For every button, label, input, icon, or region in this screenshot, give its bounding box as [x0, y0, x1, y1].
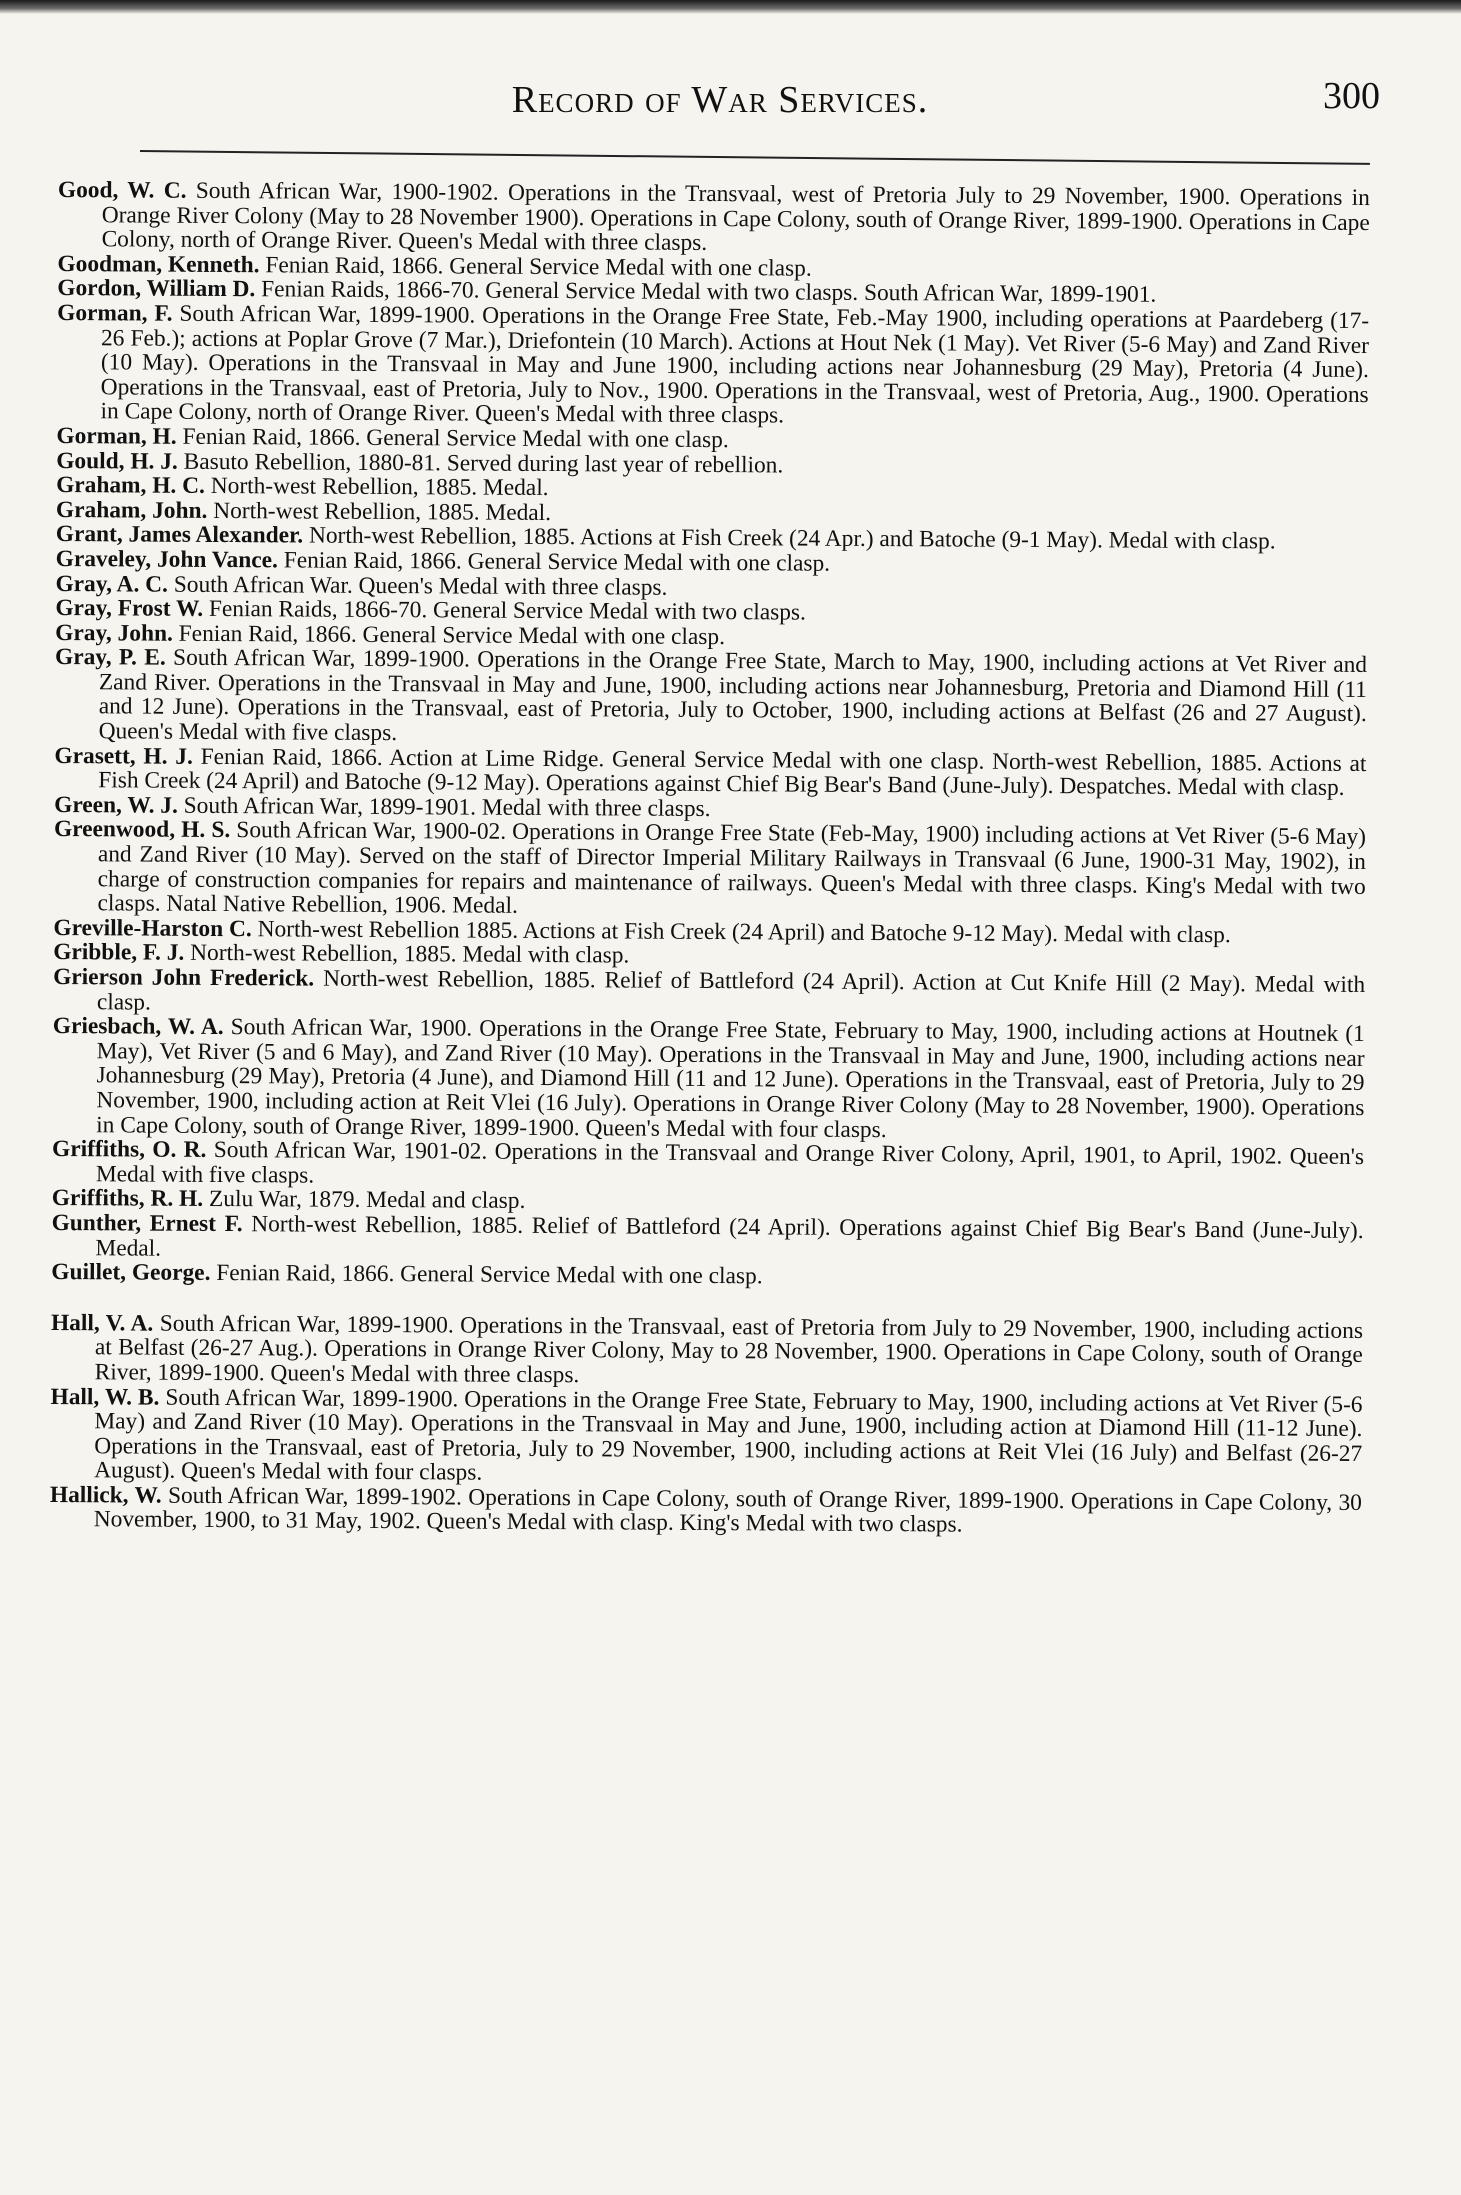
entry-text: North-west Rebellion, 1885. Relief of Battleford (24 April). Action at Cut Knife Hill (2 May). Medal with clasp.: [96, 965, 1366, 1016]
record-entry: [51, 1311, 1363, 1393]
entry-name: Griffiths, R. H.: [51, 1185, 204, 1213]
entry-text: South African War, 1901-02. Operations in the Transvaal and Orange River Colony, April, 1901, to April, 1902. Queen's Medal with five clasps.: [95, 1137, 1365, 1189]
entry-name: Guillet, George.: [51, 1259, 211, 1287]
page-top-edge: [0, 0, 1461, 14]
entry-name: Greville-Harston C.: [53, 914, 252, 943]
entry-text: Fenian Raids, 1866-70. General Service Medal with two clasps. South African War, 1899-1901.: [261, 276, 1157, 309]
entry-name: Gray, John.: [55, 619, 173, 647]
record-entry: [50, 1483, 1362, 1540]
entry-name: Griffiths, O. R.: [51, 1136, 207, 1164]
entry-text: Zulu War, 1879. Medal and clasp.: [208, 1186, 526, 1215]
entry-text: South African War, 1900-02. Operations in Orange Free State (Feb-May, 1900) including actions at Vet River (5-6 May) and Zand River (10 May). Served on the staff of Director Imperial Military Railways in Transvaal (6 June, 1900-31 May, 1902), in charge of construction companies for repairs and maintenance of railways. Queen's Medal with three clasps. King's Medal with two clasps. Natal Native Rebellion, 1906. Medal.: [97, 817, 1367, 920]
entry-text: South African War, 1899-1901. Medal with three clasps.: [183, 792, 711, 822]
header-title: Record of War Services.: [511, 79, 929, 121]
entry-text: Fenian Raid, 1866. General Service Medal with one clasp.: [182, 423, 729, 454]
entry-text: North-west Rebellion, 1885. Medal with clasp.: [190, 940, 630, 969]
entry-text: North-west Rebellion, 1885. Actions at Fish Creek (24 Apr.) and Batoche (9-1 May). Medal with clasp.: [308, 522, 1276, 555]
entry-name: Hall, V. A.: [50, 1309, 154, 1337]
entry-name: Grant, James Alexander.: [55, 521, 304, 549]
entry-text: South African War, 1899-1900. Operations in the Orange Free State, Feb.-May 1900, including operations at Paardeberg (17-26 Feb.); actions at Poplar Grove (7 Mar.), Driefontein (10 March). Actions at Hout Nek (1 May). Vet River (5-6 May) and Zand River (10 May). Operations in the Transvaal in May and June 1900, including actions near Johannesburg (29 May), Pretoria (4 June). Operations in the Transvaal, east of Pretoria, July to Nov., 1900. Operations in the Transvaal, west of Pretoria, Aug., 1900. Operations in Cape Colony, north of Orange River. Queen's Medal with three clasps.: [100, 300, 1370, 429]
entry-name: Gorman, F.: [57, 299, 173, 327]
entry-name: Gray, A. C.: [55, 570, 169, 598]
entry-name: Good, W. C.: [57, 177, 187, 204]
entry-name: Grasett, H. J.: [54, 742, 193, 770]
entry-name: Goodman, Kenneth.: [57, 250, 260, 279]
record-body: [50, 178, 1370, 1540]
entry-text: Fenian Raids, 1866-70. General Service Medal with two clasps.: [208, 596, 807, 626]
record-entry: [56, 301, 1369, 432]
entry-name: Gordon, William D.: [57, 275, 256, 303]
record-entry: [50, 1384, 1363, 1490]
entry-name: Hallick, W.: [49, 1481, 162, 1509]
entry-name: Gorman, H.: [56, 422, 177, 450]
entry-name: Gribble, F. J.: [53, 939, 185, 967]
entry-text: South African War, 1899-1900. Operations in the Transvaal, east of Pretoria from July to 29 November, 1900, including actions at Belfast (26-27 Aug.). Operations in Orange River Colony, May to 28 November, 1900. Operations in Cape Colony, south of Orange River, 1899-1900. Queen's Medal with three clasps.: [94, 1310, 1364, 1389]
entry-text: South African War. Queen's Medal with three clasps.: [173, 571, 668, 601]
entry-name: Hall, W. B.: [50, 1383, 160, 1411]
entry-text: North-west Rebellion 1885. Actions at Fish Creek (24 April) and Batoche 9-12 May). Medal with clasp.: [257, 916, 1231, 948]
entry-name: Graham, H. C.: [56, 472, 205, 500]
record-entry: [52, 1014, 1365, 1145]
record-entry: [53, 817, 1366, 923]
page-number: 300: [1323, 75, 1380, 117]
entry-text: Fenian Raid, 1866. General Service Medal with one clasp.: [178, 620, 726, 650]
entry-name: Griesbach, W. A.: [52, 1013, 224, 1041]
entry-text: North-west Rebellion, 1885. Relief of Battleford (24 April). Operations against Chief Big Bear's Band (June-July). Medal.: [95, 1211, 1364, 1262]
entry-text: Basuto Rebellion, 1880-81. Served during last year of rebellion.: [183, 448, 784, 478]
record-entry: [58, 178, 1370, 260]
entry-name: Graveley, John Vance.: [55, 545, 278, 574]
entry-text: Fenian Raid, 1866. General Service Medal with one clasp.: [265, 252, 812, 282]
entry-name: Gould, H. J.: [56, 447, 178, 475]
entry-name: Gray, Frost W.: [55, 595, 204, 622]
entry-name: Green, W. J.: [54, 791, 178, 819]
entry-text: Fenian Raid, 1866. General Service Medal with one clasp.: [283, 547, 831, 577]
entry-text: South African War, 1899-1902. Operations in Cape Colony, south of Orange River, 1899-1900. Operations in Cape Colony, 30 November, 1900, to 31 May, 1902. Queen's Medal with clasp. King's Medal with two clasps.: [93, 1482, 1363, 1539]
entry-text: South African War, 1899-1900. Operations in the Orange Free State, March to May, 1900, including actions at Vet River and Zand River. Operations in the Transvaal in May and June, 1900, including actions near Johannesburg, Pretoria and Diamond Hill (11 and 12 June). Operations in the Transvaal, east of Pretoria, July to October, 1900, including actions at Belfast (26 and 27 August). Queen's Medal with five clasps.: [98, 644, 1368, 747]
entry-name: Gunther, Ernest F.: [51, 1209, 243, 1238]
entry-text: North-west Rebellion, 1885. Medal.: [213, 497, 552, 526]
entry-text: South African War, 1899-1900. Operations in the Orange Free State, February to May, 1900, including actions at Vet River (5-6 May) and Zand River (10 May). Operations in the Transvaal in May and June, 1900, including action at Diamond Hill (11-12 June). Operations in the Transvaal, east of Pretoria, July to 29 November, 1900, including actions at Reit Vlei (16 July) and Belfast (26-27 August). Queen's Medal with four clasps.: [94, 1384, 1363, 1486]
entry-text: South African War, 1900-1902. Operations in the Transvaal, west of Pretoria July to 29 November, 1900. Operations in Orange River Colony (May to 28 November 1900). Operations in Cape Colony, south of Orange River, 1899-1900. Operations in Cape Colony, north of Orange River. Queen's Medal with three clasps.: [101, 177, 1370, 257]
entry-text: Fenian Raid, 1866. General Service Medal with one clasp.: [216, 1260, 763, 1290]
running-header: [60, 75, 1380, 138]
entry-name: Gray, P. E.: [54, 644, 166, 671]
entry-name: Graham, John.: [55, 496, 208, 524]
entry-text: Fenian Raid, 1866. Action at Lime Ridge. General Service Medal with one clasp. North-west Rebellion, 1885. Actions at Fish Creek (24 April) and Batoche (9-12 May). Operations against Chief Big Bear's Band (June-July). Despatches. Medal with clasp.: [98, 743, 1367, 802]
entry-name: Greenwood, H. S.: [53, 816, 231, 844]
entry-text: South African War, 1900. Operations in the Orange Free State, February to May, 1900, including actions at Houtnek (1 May), Vet River (5 and 6 May), and Zand River (10 May). Operations in the Transvaal in May and June, 1900, including actions near Johannesburg (29 May), Pretoria (4 June), and Diamond Hill (11 and 12 June). Operations in the Transvaal, east of Pretoria, July to 29 November, 1900, including action at Reit Vlei (16 July). Operations in Orange River Colony (May to 28 November, 1900). Operations in Cape Colony, south of Orange River, 1899-1900. Queen's Medal with four clasps.: [96, 1014, 1365, 1143]
header-rule: [140, 150, 1370, 165]
record-entry: [55, 645, 1368, 751]
entry-text: North-west Rebellion, 1885. Medal.: [210, 473, 549, 502]
entry-name: Grierson John Frederick.: [53, 963, 315, 992]
